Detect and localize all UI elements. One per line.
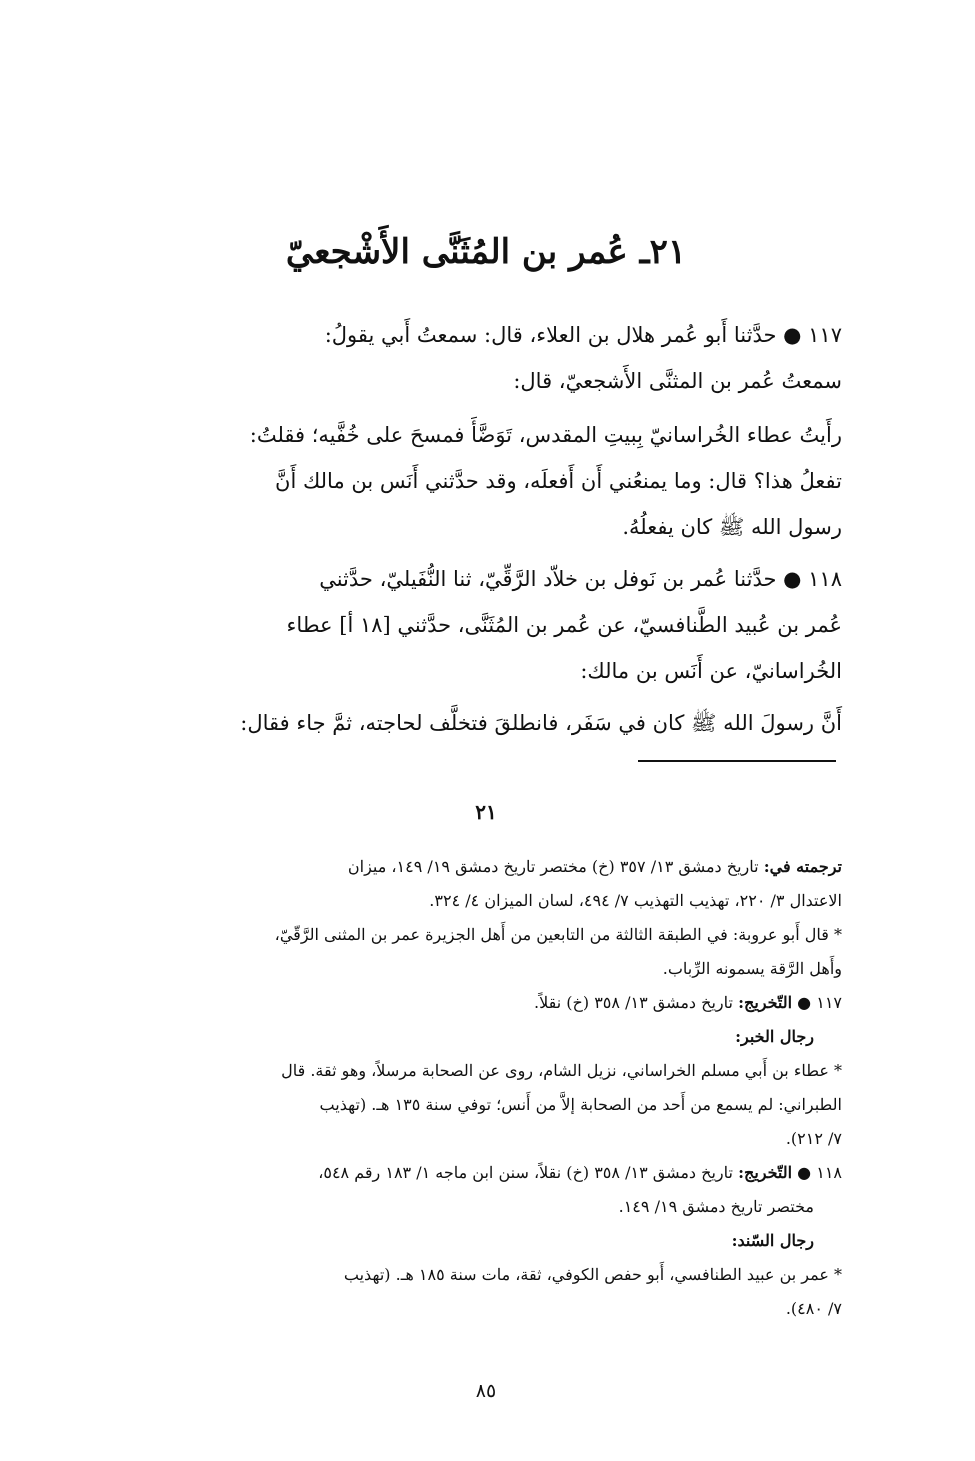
text-line: ١١٧ ● حدَّثنا أَبو عُمر هلال بن العلاء، قال: سمعتُ أَبي يقولُ: <box>324 323 842 347</box>
hadith-118-matn <box>130 700 842 746</box>
footnote-line: * عمر بن عبيد الطنافسي، أَبو حفص الكوفي، ثقة، مات سنة ١٨٥ هـ. (تهذيب <box>343 1265 842 1284</box>
chapter-title: ٢١ـ عُمر بن المُثَنَّى الأَشْجعيّ <box>285 232 687 272</box>
footnote-line: ٧/ ٤٨٠). <box>785 1299 842 1318</box>
footnote-line: ٧/ ٢١٢). <box>785 1129 842 1148</box>
takhrij-label: التّخريج: <box>738 1163 793 1182</box>
footnote-line: الاعتدال ٣/ ٢٢٠، تهذيب التهذيب ٧/ ٤٩٤، لسان الميزان ٤/ ٣٢٤. <box>429 891 842 910</box>
text-line: رأَيتُ عطاء الخُراسانيّ بِبيتِ المقدس، تَوَضَّأَ فمسحَ على خُفَّيه؛ فقلتُ: <box>249 423 842 447</box>
page-number: ٨٥ <box>475 1380 497 1402</box>
text-line: تفعلُ هذا؟ قال: وما يمنعُني أَن أَفعلَه، وقد حدَّثني أَنَس بن مالك أَنَّ <box>275 469 842 493</box>
takhrij-118-number: ١١٨ ● <box>797 1163 842 1182</box>
text-line: أَنَّ رسولَ الله ﷺ كان في سَفَر، فانطلقَ فتخلَّف لحاجته، ثمَّ جاء فقال: <box>240 711 842 735</box>
footnote-separator <box>638 760 836 762</box>
footnotes <box>130 850 842 1326</box>
takhrij-117-number: ١١٧ ● <box>797 993 842 1012</box>
text-line: عُمر بن عُبيد الطَّنافسيّ، عن عُمر بن المُثَنَّى، حدَّثني [١٨ أ] عطاء <box>286 613 842 637</box>
footnote-line: * عطاء بن أَبي مسلم الخراساني، نزيل الشام، روى عن الصحابة مرسلاً، وهو ثقة. قال <box>281 1061 842 1080</box>
text-line: رسول الله ﷺ كان يفعلُهُ. <box>622 515 842 539</box>
footnote-chapter-number: ٢١ <box>475 800 497 824</box>
takhrij-117-text: تاريخ دمشق ١٣/ ٣٥٨ (خ) نقلاً. <box>534 993 733 1012</box>
footnote-line <box>130 1156 842 1190</box>
footnote-line <box>130 850 842 884</box>
hadith-118-isnad <box>130 556 842 694</box>
tarjama-label: ترجمته في: <box>763 857 842 876</box>
footnote-line: مختصر تاريخ دمشق ١٩/ ١٤٩. <box>618 1197 814 1216</box>
rijal-khabar-heading: رجال الخبر: <box>735 1027 814 1046</box>
hadith-117-matn <box>130 412 842 550</box>
takhrij-label: التّخريج: <box>738 993 793 1012</box>
rijal-sanad-heading: رجال السّند: <box>731 1231 814 1250</box>
text-line: ١١٨ ● حدَّثنا عُمر بن نَوفل بن خلاّد الرَّقِّيّ، ثنا النُّفَيليّ، حدَّثني <box>319 567 842 591</box>
text-line: الخُراسانيّ، عن أَنَس بن مالك: <box>580 659 842 683</box>
text-line: سمعتُ عُمر بن المثنَّى الأَشجعيّ، قال: <box>513 369 842 393</box>
hadith-117-isnad <box>130 312 842 404</box>
takhrij-118-text: تاريخ دمشق ١٣/ ٣٥٨ (خ) نقلاً، سنن ابن ماجه ١/ ١٨٣ رقم ٥٤٨، <box>318 1163 733 1182</box>
footnote-line: * قال أَبو عروبة: في الطبقة الثالثة من التابعين من أَهل الجزيرة عمر بن المثنى الرَّقّيّ، <box>274 925 842 944</box>
footnote-line: وأَهل الرَّقة يسمونه الرِّباب. <box>662 959 842 978</box>
tarjama-text: تاريخ دمشق ١٣/ ٣٥٧ (خ) مختصر تاريخ دمشق ١٩/ ١٤٩، ميزان <box>347 857 759 876</box>
footnote-line <box>130 986 842 1020</box>
footnote-line: الطبراني: لم يسمع من أَحد من الصحابة إلاَّ من أَنس؛ توفي سنة ١٣٥ هـ. (تهذيب <box>319 1095 842 1114</box>
